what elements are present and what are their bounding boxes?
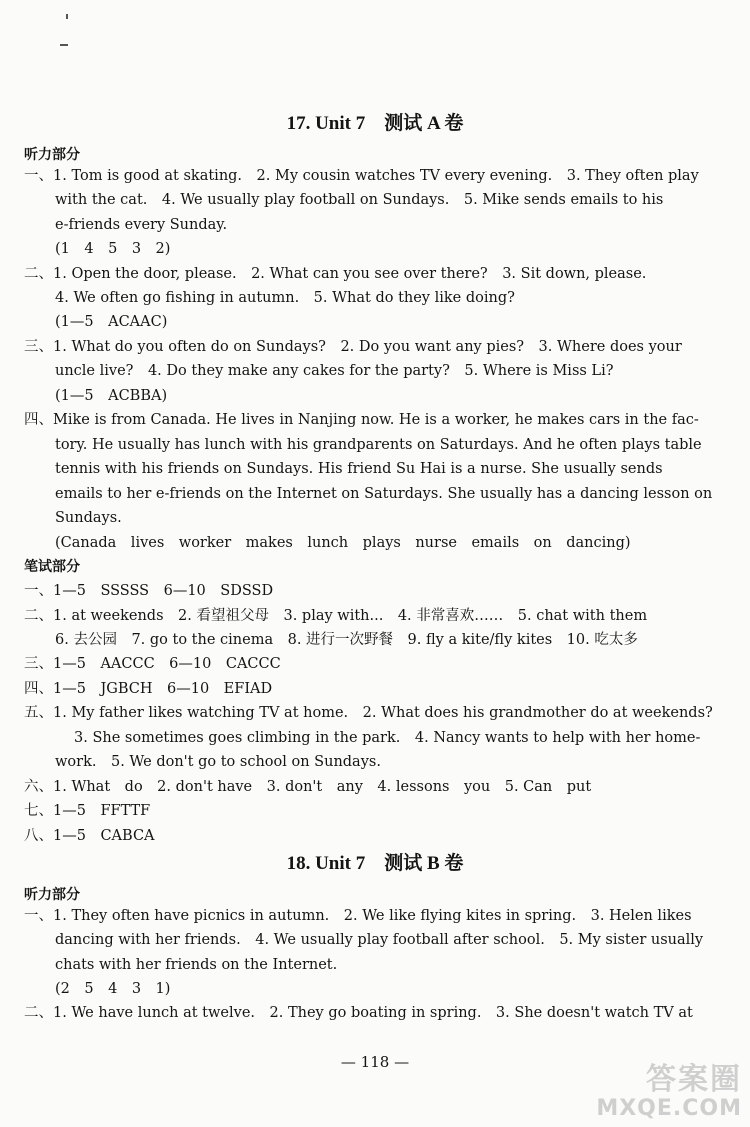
q4-marker: 四、 [24,412,53,428]
b-q2-line-1: 二、1. We have lunch at twelve. 2. They go boating in spring. 3. She doesn't watch TV at [24,1005,693,1021]
watermark-logo: 答案圈 [646,1062,742,1097]
w5-marker: 五、 [24,705,53,721]
w7-marker: 七、 [24,803,53,819]
q2-marker: 二、 [24,266,53,282]
scan-mark [60,44,68,46]
b-q2-marker: 二、 [24,1005,53,1021]
q2-answer: (1—5 ACAAC) [55,314,168,330]
w4-marker: 四、 [24,681,53,697]
w2-marker: 二、 [24,608,53,624]
page-number: — 118 — [340,1053,410,1071]
w8-marker: 八、 [24,828,53,844]
w6-marker: 六、 [24,779,53,795]
w4-line: 四、1—5 JGBCH 6—10 EFIAD [24,681,273,697]
w5-line-1: 五、1. My father likes watching TV at home. 2. What does his grandmother do at weekends? [24,705,713,721]
w2-line-2: 6. 去公园 7. go to the cinema 8. 进行一次野餐 9. fly a kite/fly kites 10. 吃太多 [55,632,638,648]
b-q1-answer: (2 5 4 3 1) [55,981,171,997]
q1-line-1: 一、1. Tom is good at skating. 2. My cousin watches TV every evening. 3. They often play [24,168,699,184]
w5-line-2: 3. She sometimes goes climbing in the park. 4. Nancy wants to help with her home- [74,730,701,746]
q1-line-3: e-friends every Sunday. [55,217,228,233]
q3-line-1: 三、1. What do you often do on Sundays? 2. Do you want any pies? 3. Where does your [24,339,682,355]
w2-line-1: 二、1. at weekends 2. 看望祖父母 3. play with... 4. 非常喜欢…… 5. chat with them [24,608,648,624]
w8-line: 八、1—5 CABCA [24,828,155,844]
b-q1-line-3: chats with her friends on the Internet. [55,957,338,973]
section-18-title: 18. Unit 7 测试 B 卷 [286,853,464,874]
w1-line: 一、1—5 SSSSS 6—10 SDSSD [24,583,274,599]
q4-line-2: tory. He usually has lunch with his grandparents on Saturdays. And he often plays table [55,437,702,453]
w1-marker: 一、 [24,583,53,599]
scan-mark [66,14,68,19]
w5-line-3: work. 5. We don't go to school on Sundays. [55,754,381,770]
b-q1-line-1: 一、1. They often have picnics in autumn. 2. We like flying kites in spring. 3. Helen likes [24,908,692,924]
w3-marker: 三、 [24,656,53,672]
q3-line-2: uncle live? 4. Do they make any cakes for the party? 5. Where is Miss Li? [55,363,614,379]
q1-line-2: with the cat. 4. We usually play football on Sundays. 5. Mike sends emails to his [55,192,664,208]
q3-marker: 三、 [24,339,53,355]
q3-answer: (1—5 ACBBA) [55,388,168,404]
watermark [596,1063,742,1121]
listening-heading: 听力部分 [24,147,80,163]
watermark-url: MXQE.COM [596,1096,742,1121]
q1-marker: 一、 [24,168,53,184]
b-q1-line-2: dancing with her friends. 4. We usually play football after school. 5. My sister usually [55,932,704,948]
q4-answer: (Canada lives worker makes lunch plays nurse emails on dancing) [55,535,631,551]
w3-line: 三、1—5 AACCC 6—10 CACCC [24,656,281,672]
q4-line-5: Sundays. [55,510,122,526]
b-q1-marker: 一、 [24,908,53,924]
written-heading: 笔试部分 [24,559,80,575]
q4-line-4: emails to her e-friends on the Internet on Saturdays. She usually has a dancing lesson on [55,486,713,502]
w7-line: 七、1—5 FFTTF [24,803,151,819]
q2-line-1: 二、1. Open the door, please. 2. What can you see over there? 3. Sit down, please. [24,266,647,282]
listening-heading-b: 听力部分 [24,887,80,903]
w6-line: 六、1. What do 2. don't have 3. don't any 4. lessons you 5. Can put [24,779,592,795]
section-17-title: 17. Unit 7 测试 A 卷 [286,113,464,134]
q4-line-1: 四、Mike is from Canada. He lives in Nanjing now. He is a worker, he makes cars in the fac- [24,412,699,428]
q2-line-2: 4. We often go fishing in autumn. 5. What do they like doing? [55,290,515,306]
q4-line-3: tennis with his friends on Sundays. His friend Su Hai is a nurse. She usually sends [55,461,663,477]
q1-answer: (1 4 5 3 2) [55,241,171,257]
